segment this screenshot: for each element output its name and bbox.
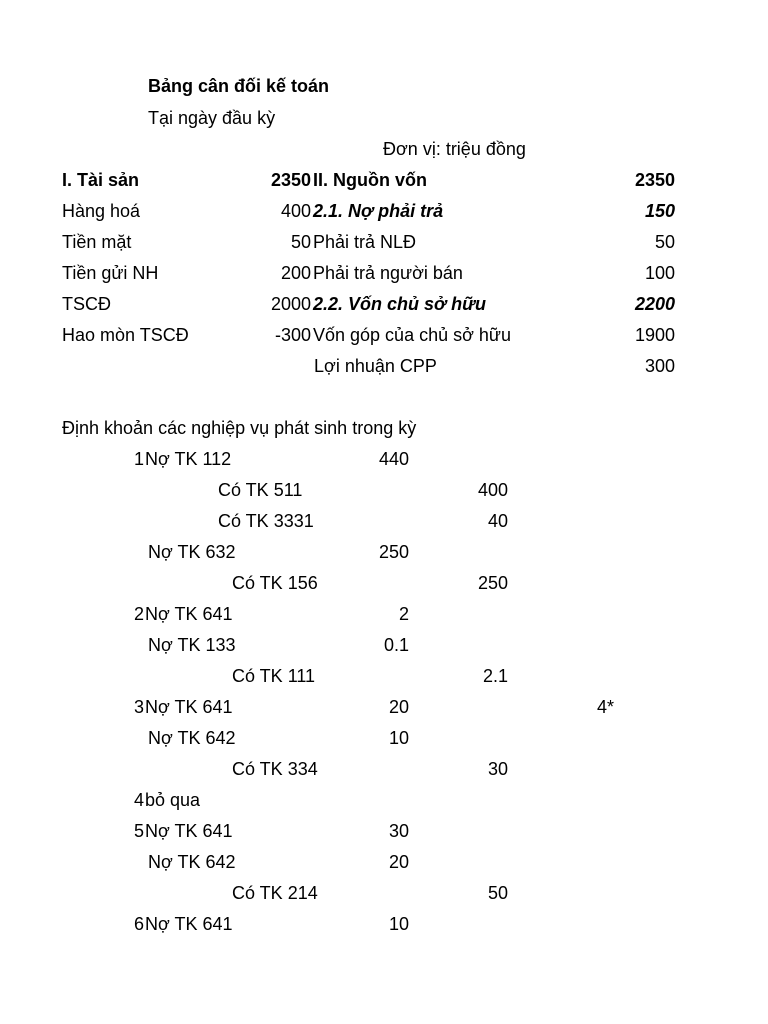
source-label: II. Nguồn vốn [313,170,427,190]
account-label: Nợ TK 641 [145,914,233,934]
asset-label: TSCĐ [62,294,111,314]
source-label: Phải trả người bán [313,263,463,283]
debit-amount: 10 [388,728,409,748]
account-label: Có TK 511 [218,480,303,500]
debit-amount: 440 [378,449,409,469]
account-label: Nợ TK 642 [148,728,236,748]
asset-value: -300 [274,325,311,345]
credit-amount: 400 [477,480,508,500]
credit-amount: 50 [487,883,508,903]
source-value: 2200 [634,294,675,314]
entry-note: 4* [596,697,614,717]
source-label: Vốn góp của chủ sở hữu [313,325,511,345]
account-label: Nợ TK 642 [148,852,236,872]
source-value: 2350 [634,170,675,190]
entry-number: 3 [133,697,144,717]
unit-label: Đơn vị: triệu đồng [383,139,526,159]
asset-value: 50 [290,232,311,252]
credit-amount: 30 [487,759,508,779]
debit-amount: 30 [388,821,409,841]
source-value: 1900 [634,325,675,345]
account-label: Nợ TK 641 [145,697,233,717]
account-label: Nợ TK 112 [145,449,232,469]
entry-number: 5 [133,821,144,841]
account-label: Nợ TK 641 [145,604,233,624]
entry-number: 4 [133,790,144,810]
account-label: Nợ TK 133 [148,635,236,655]
asset-value: 400 [280,201,311,221]
credit-amount: 40 [487,511,508,531]
account-label: Nợ TK 632 [148,542,236,562]
source-label: 2.2. Vốn chủ sở hữu [313,294,486,314]
debit-amount: 20 [388,697,409,717]
debit-amount: 0.1 [383,635,409,655]
document-subtitle: Tại ngày đầu kỳ [148,108,276,128]
source-label: 2.1. Nợ phải trả [313,201,444,221]
account-label: Có TK 3331 [218,511,314,531]
account-label: Có TK 156 [232,573,318,593]
source-value: 100 [644,263,675,283]
asset-label: Tiền gửi NH [62,263,159,283]
account-label: Có TK 334 [232,759,318,779]
debit-amount: 20 [388,852,409,872]
entry-number: 2 [133,604,144,624]
source-label: Phải trả NLĐ [313,232,417,252]
journal-title: Định khoản các nghiệp vụ phát sinh trong kỳ [62,418,417,438]
asset-label: Hàng hoá [62,201,141,221]
debit-amount: 250 [378,542,409,562]
account-label: Có TK 111 [232,666,316,686]
asset-value: 2000 [270,294,311,314]
asset-label: Hao mòn TSCĐ [62,325,189,345]
entry-number: 6 [133,914,144,934]
source-label: Lợi nhuận CPP [314,356,437,376]
asset-label: I. Tài sản [62,170,140,190]
account-label: bỏ qua [145,790,201,810]
entry-number: 1 [133,449,144,469]
asset-value: 2350 [270,170,311,190]
source-value: 150 [644,201,675,221]
credit-amount: 2.1 [482,666,508,686]
source-value: 300 [644,356,675,376]
asset-label: Tiền mặt [62,232,132,252]
debit-amount: 2 [398,604,409,624]
debit-amount: 10 [388,914,409,934]
account-label: Có TK 214 [232,883,318,903]
credit-amount: 250 [477,573,508,593]
document-title: Bảng cân đối kế toán [148,76,330,96]
account-label: Nợ TK 641 [145,821,233,841]
asset-value: 200 [280,263,311,283]
source-value: 50 [654,232,675,252]
